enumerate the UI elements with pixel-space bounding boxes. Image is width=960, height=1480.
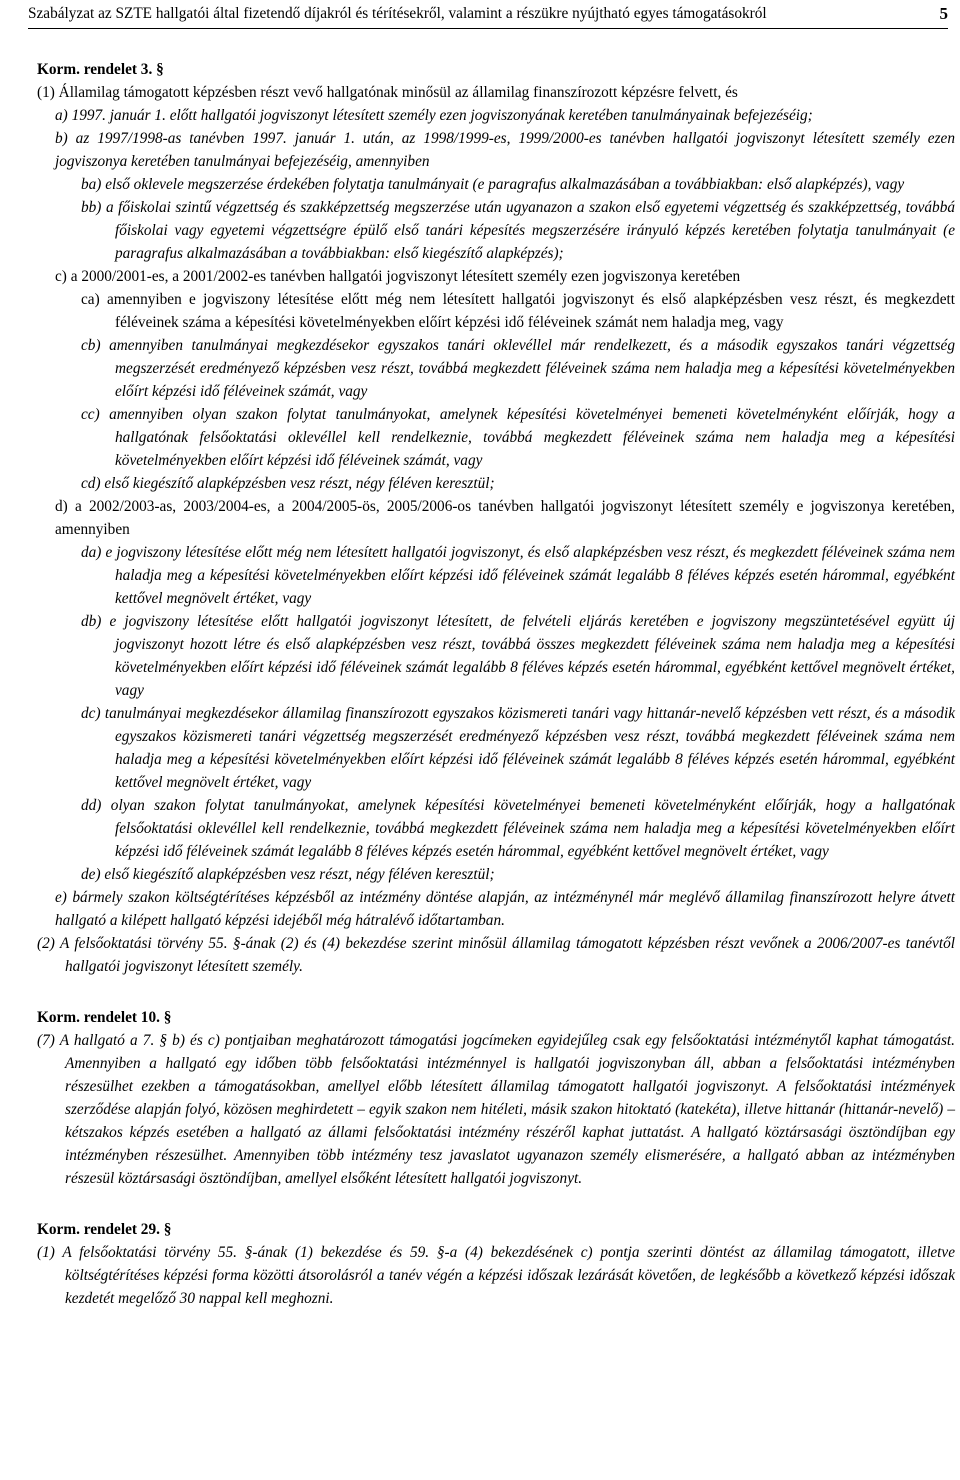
point-dd: dd) olyan szakon folytat tanulmányokat, amelynek képesítési követelményei bemeneti követelményként előírják, hogy a hallgatónak felsőoktatási oklevéllel kell rendelkeznie, továbbá megkezdett féléveinek száma nem haladja meg a képesítési követelményekben előírt képzési idő féléveinek számát legalább 8 féléves képzés esetén hárommal, egyébként kettővel megnövelt értéket, vagy xyxy=(81,797,955,860)
point-cd: cd) első kiegészítő alapképzésben vesz részt, négy féléven keresztül; xyxy=(81,475,495,492)
point-de: de) első kiegészítő alapképzésben vesz részt, négy féléven keresztül; xyxy=(81,866,495,883)
point-b: b) az 1997/1998-as tanévben 1997. január 1. után, az 1998/1999-es, 1999/2000-es tanévben hallgatói jogviszonyt létesített személy ezen jogviszonya keretében tanulmányai befejezéséig, amennyiben xyxy=(55,130,955,170)
document-title: Szabályzat az SZTE hallgatói által fizetendő díjakról és térítésekről, valamint a részükre nyújtható egyes támogatásokról xyxy=(28,5,767,22)
point-a: a) 1997. január 1. előtt hallgatói jogviszonyt létesített személy ezen jogviszonyának keretében tanulmányainak befejezéséig; xyxy=(55,107,813,124)
section-heading: Korm. rendelet 3. § xyxy=(37,61,164,78)
section-heading: Korm. rendelet 10. § xyxy=(37,1009,172,1026)
page-number: 5 xyxy=(939,4,948,23)
point-cc: cc) amennyiben olyan szakon folytat tanulmányokat, amelynek képesítési követelményei bemeneti követelményként előírják, hogy a hallgatónak felsőoktatási oklevéllel kell rendelkeznie, továbbá megkezdett féléveinek száma nem haladja meg a képesítési követelményekben előírt képzési idő féléveinek számát, vagy xyxy=(81,406,955,469)
point-ba: ba) első oklevele megszerzése érdekében folytatja tanulmányait (e paragrafus alkalmazásában a továbbiakban: első alapképzés), vagy xyxy=(81,176,905,193)
page-header xyxy=(28,0,948,29)
point-bb: bb) a főiskolai szintű végzettség és szakképzettség megszerzése után ugyanazon a szakon első egyetemi végzettség és szakképzettség, továbbá főiskolai vagy egyetemi végzettségre épülő első tanári képesítés megszerzésére irányuló képzés keretében folytatja tanulmányait (e paragrafus alkalmazásában a továbbiakban: első kiegészítő alapképzés); xyxy=(81,199,955,262)
point-e: e) bármely szakon költségtérítéses képzésből az intézmény döntése alapján, az intézménynél már meglévő államilag finanszírozott helyre átvett hallgató a kilépett hallgató képzési idejéből még hátralévő időtartamban. xyxy=(55,889,955,929)
point-da: da) e jogviszony létesítése előtt még nem létesített hallgatói jogviszonyt, és első alapképzésben vesz részt, és megkezdett féléveinek száma nem haladja meg a képesítési követelményekben előírt képzési idő féléveinek számát legalább 8 féléves képzés esetén hárommal, egyébként kettővel megnövelt értéket, vagy xyxy=(81,544,955,607)
point-db: db) e jogviszony létesítése előtt hallgatói jogviszonyt létesített, de felvételi eljárás keretében e jogviszony megszüntetésével együtt új jogviszonyt hozott létre és első alapképzésben vesz részt, továbbá összes megkezdett féléveinek száma nem haladja meg a képesítési követelményekben előírt képzési idő féléveinek számát legalább 8 féléves képzés esetén hárommal, egyébként kettővel megnövelt értéket, vagy xyxy=(81,613,955,699)
paragraph: (2) A felsőoktatási törvény 55. §-ának (2) és (4) bekezdése szerint minősül államilag támogatott képzésben részt vevőnek a 2006/2007-es tanévtől hallgatói jogviszonyt létesített személy. xyxy=(37,935,955,975)
point-c: c) a 2000/2001-es, a 2001/2002-es tanévben hallgatói jogviszonyt létesített személy ezen jogviszonya keretében xyxy=(55,268,741,285)
document-body xyxy=(37,58,955,1310)
section-heading: Korm. rendelet 29. § xyxy=(37,1221,172,1238)
point-ca: ca) amennyiben e jogviszony létesítése előtt még nem létesített hallgatói jogviszonyt és első alapképzésben vesz részt, és megkezdett féléveinek száma a képesítési követelményekben előírt képzési idő féléveinek számát nem haladja meg, vagy xyxy=(81,291,955,331)
paragraph: (7) A hallgató a 7. § b) és c) pontjaiban meghatározott támogatási jogcímeken egyidejűleg csak egy felsőoktatási intézménytől kaphat támogatást. Amennyiben a hallgató egy időben több felsőoktatási intézménnyel is hallgatói jogviszonyban áll, abban a felsőoktatási intézményben részesülhet ezekben a támogatásokban, amellyel előbb létesített államilag támogatott hallgatói jogviszonyt. A felsőoktatási intézmények szerződése alapján folyó, közösen meghirdetett – egyik szakon nem hitéleti, másik szakon hitoktató (katekéta), illetve hittanár (hittanár-nevelő) – kétszakos képzés esetében a hallgató az állami felsőoktatási intézmény részéről kaphat juttatást. A hallgató köztársasági ösztöndíjban egy intézményben részesülhet. Amennyiben több intézmény tesz javaslatot ugyanazon személy elismerésére, a hallgató abban az intézményben részesül köztársasági ösztöndíjban, amellyel elsőként létesített hallgatói jogviszonyt. xyxy=(37,1032,955,1187)
point-d: d) a 2002/2003-as, 2003/2004-es, a 2004/2005-ös, 2005/2006-os tanévben hallgatói jogviszonyt létesített személy e jogviszonya keretében, amennyiben xyxy=(55,498,955,538)
paragraph: (1) A felsőoktatási törvény 55. §-ának (1) bekezdése és 59. §-a (4) bekezdésének c) pontja szerinti döntést az államilag támogatott, illetve költségtérítéses képzési forma közötti átsorolásról a tanév végén a képzési időszak lezárását követően, de legkésőbb a következő képzési időszak kezdetét megelőző 30 nappal kell meghozni. xyxy=(37,1244,955,1307)
point-cb: cb) amennyiben tanulmányai megkezdésekor egyszakos tanári oklevéllel már rendelkezett, és a második egyszakos tanári végzettség megszerzését eredményező képzésben vesz részt, továbbá megkezdett féléveinek száma nem haladja meg a képesítési követelményekben előírt képzési idő féléveinek számát, vagy xyxy=(81,337,955,400)
paragraph: (1) Államilag támogatott képzésben részt vevő hallgatónak minősül az államilag finanszírozott képzésre felvett, és xyxy=(37,84,738,101)
point-dc: dc) tanulmányai megkezdésekor államilag finanszírozott egyszakos közismereti tanári vagy hittanár-nevelő képzésben vett részt, és a második egyszakos közismereti tanári végzettség megszerzését eredményező képzésben vesz részt, továbbá megkezdett féléveinek száma nem haladja meg a képesítési követelményekben előírt képzési idő féléveinek számát legalább 8 féléves képzés esetén hárommal, egyébként kettővel megnövelt értéket, vagy xyxy=(81,705,955,791)
